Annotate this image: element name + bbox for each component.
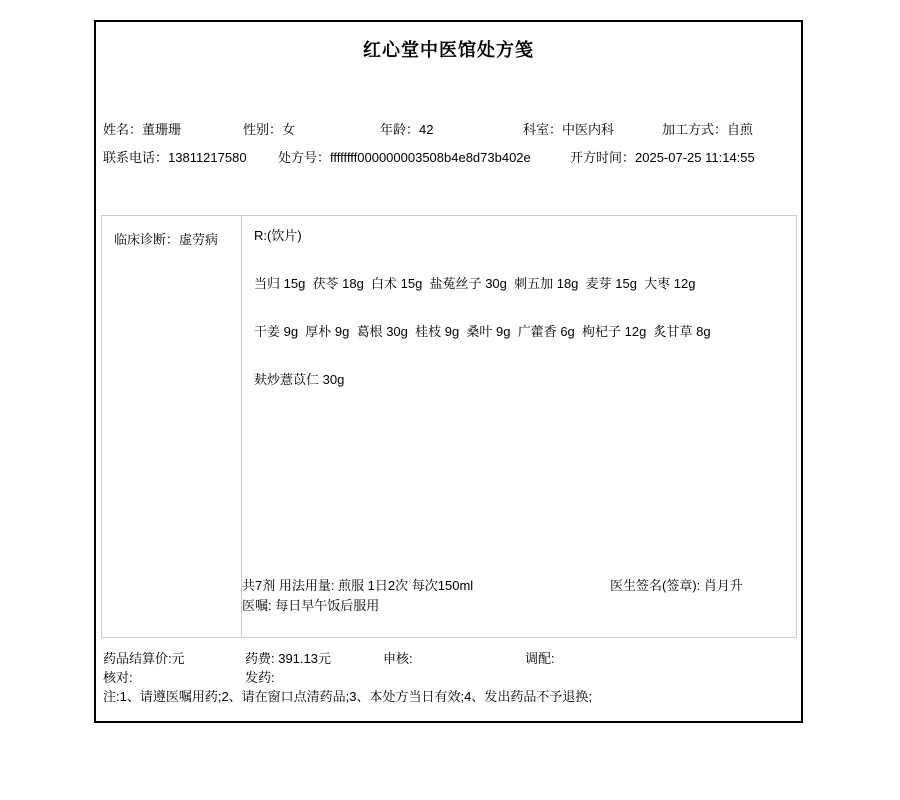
usage-block xyxy=(242,576,473,616)
dispense-field: 发药: xyxy=(245,670,275,685)
phone-field: 联系电话：13811217580 xyxy=(103,150,247,165)
patient-age-field: 年龄：42 xyxy=(380,122,434,137)
department-field: 科室：中医内科 xyxy=(523,122,615,137)
diagnosis-cell xyxy=(102,216,242,637)
diagnosis-text: 临床诊断：虚劳病 xyxy=(114,232,219,247)
compound-field: 调配: xyxy=(525,651,555,666)
processing-method-field: 加工方式：自煎 xyxy=(662,122,754,137)
prescription-box xyxy=(101,215,797,638)
prescription-number-field: 处方号：ffffffff000000003508b4e8d73b402e xyxy=(278,150,531,165)
review-field: 申核: xyxy=(383,651,413,666)
patient-name-field: 姓名：董珊珊 xyxy=(103,122,182,137)
note-line: 注:1、请遵医嘱用药;2、请在窗口点清药品;3、本处方当日有效;4、发出药品不予退换; xyxy=(103,689,592,704)
herb-line: 干姜 9g 厚朴 9g 葛根 30g 桂枝 9g 桑叶 9g 广藿香 6g 枸杞子 12g 炙甘草 8g xyxy=(254,324,711,339)
settle-price-field: 药品结算价:元 xyxy=(103,651,185,666)
rx-header: R:(饮片) xyxy=(254,228,302,243)
prescription-time-field: 开方时间：2025-07-25 11:14:55 xyxy=(570,150,755,165)
doctor-advice-line: 医嘱: 每日早午饭后服用 xyxy=(242,598,380,613)
herb-line: 麸炒薏苡仁 30g xyxy=(254,372,345,387)
check-field: 核对: xyxy=(103,670,133,685)
fee-field: 药费: 391.13元 xyxy=(245,651,331,666)
herb-line: 当归 15g 茯苓 18g 白术 15g 盐菟丝子 30g 刺五加 18g 麦芽 15g 大枣 12g xyxy=(254,276,696,291)
page-title: 红心堂中医馆处方笺 xyxy=(363,40,534,60)
rx-area xyxy=(243,216,796,637)
doctor-signature: 医生签名(签章): 肖月升 xyxy=(610,578,743,593)
patient-gender-field: 性别：女 xyxy=(243,122,296,137)
dosage-line: 共7剂 用法用量: 煎服 1日2次 每次150ml xyxy=(242,578,474,593)
